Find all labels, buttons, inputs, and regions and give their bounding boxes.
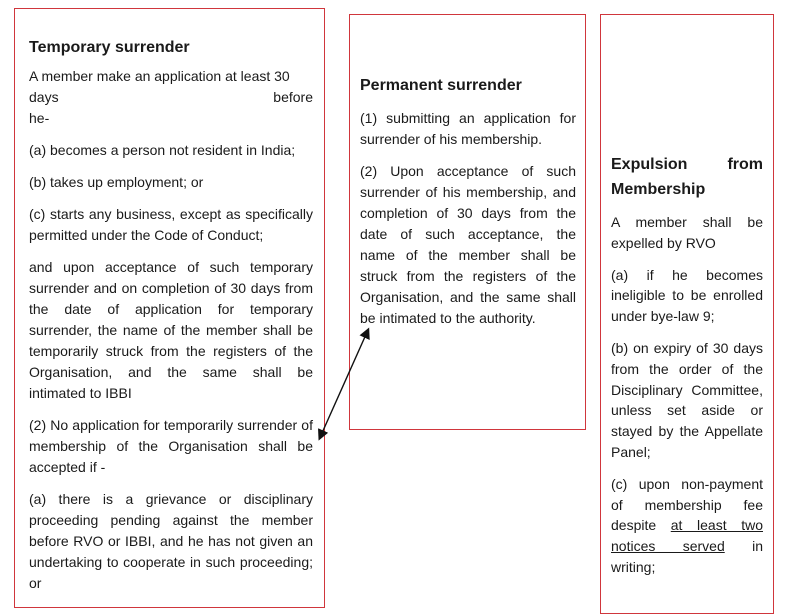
expulsion-item-b: (b) on expiry of 30 days from the order of the Disciplinary Committee, unless set aside or stayed by the Appellate Panel; xyxy=(611,339,763,460)
expulsion-item-c-underlined: at least two notices served xyxy=(611,517,763,555)
permanent-surrender-heading: Permanent surrender xyxy=(360,77,522,94)
temporary-intro-he: he- xyxy=(29,110,50,126)
expulsion-item-a: (a) if he becomes ineligible to be enrolled under bye-law 9; xyxy=(611,266,763,325)
expulsion-intro: A member shall be expelled by RVO xyxy=(611,214,763,251)
temporary-item-b: (b) takes up employment; or xyxy=(29,174,204,190)
temporary-item-c: (c) starts any business, except as specifically permitted under the Code of Conduct; xyxy=(29,206,313,243)
expulsion-item-c-pre: (c) upon non-payment of membership fee despite xyxy=(611,475,763,534)
permanent-item-2: (2) Upon acceptance of such surrender of his membership, and completion of 30 days from the date of such acceptance, the name of the member shall be struck from the registers of the Organisation, and the same shall be intimated to the authority. xyxy=(360,163,576,326)
temporary-intro-days: days xyxy=(29,89,59,105)
temporary-item-2: (2) No application for temporarily surrender of membership of the Organisation shall be accepted if - xyxy=(29,417,313,475)
temporary-intro-before: before xyxy=(273,89,313,105)
expulsion-item-c-post: in writing; xyxy=(611,538,763,575)
temporary-surrender-heading: Temporary surrender xyxy=(29,39,190,56)
temporary-item-a: (a) becomes a person not resident in India; xyxy=(29,142,296,158)
temporary-item-2a: (a) there is a grievance or disciplinary proceeding pending against the member before RVO or IBBI, and he has not given an undertaking to cooperate in such proceeding; or xyxy=(29,491,313,591)
temporary-paragraph: and upon acceptance of such temporary surrender and on completion of 30 days from the date of application for temporary surrender, the name of the member shall be temporarily struck from the registers of the Organisation, and the same shall be intimated to IBBI xyxy=(29,259,313,401)
expulsion-heading: Expulsion from Membership xyxy=(611,156,763,198)
temporary-intro-line1: A member make an application at least 30 xyxy=(29,68,290,84)
permanent-item-1: (1) submitting an application for surrender of his membership. xyxy=(360,110,576,147)
